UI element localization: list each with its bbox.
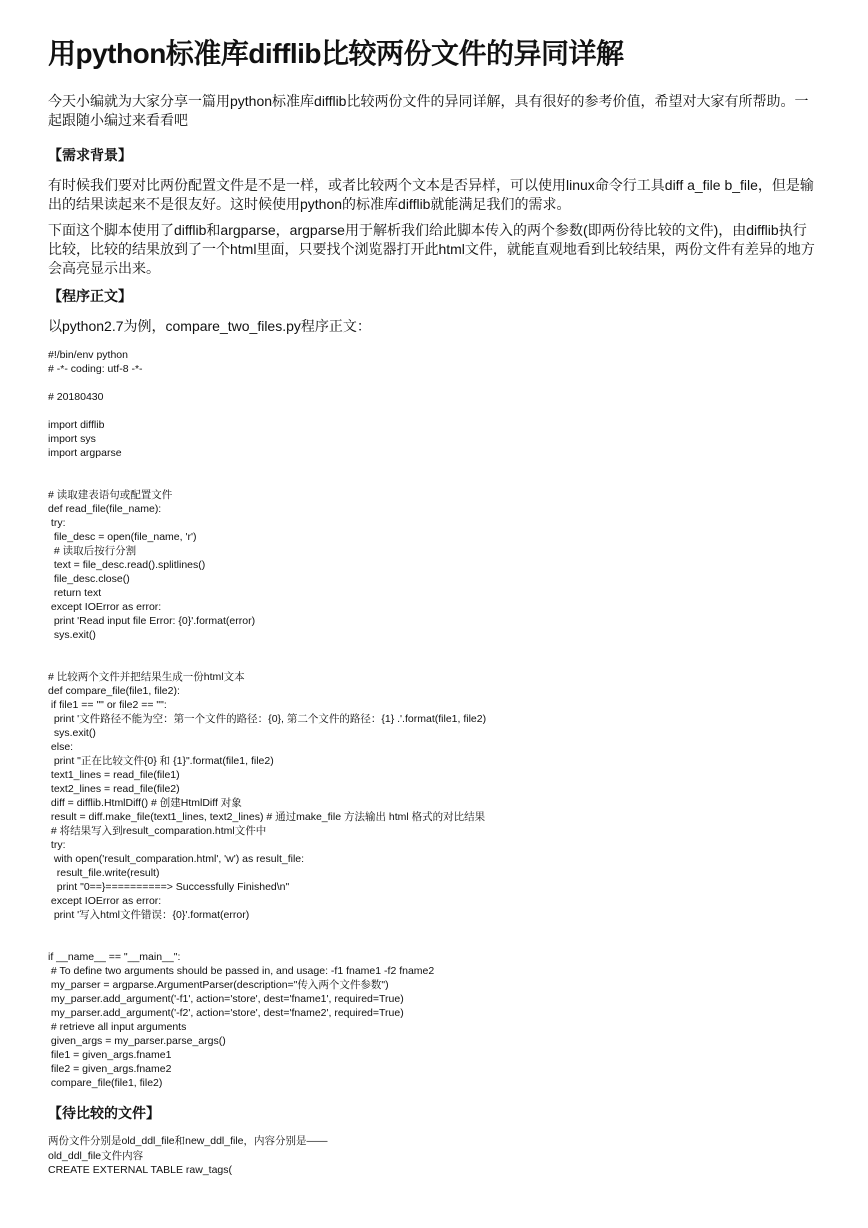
- code-line: print '文件路径不能为空：第一个文件的路径：{0}, 第二个文件的路径：{1} .'.format(file1, file2): [48, 713, 487, 725]
- code-line: except IOError as error:: [48, 895, 162, 907]
- code-line: try:: [48, 839, 66, 851]
- text-line: old_ddl_file文件内容: [48, 1149, 144, 1162]
- files-description: [48, 1134, 328, 1178]
- code-line: import difflib: [48, 419, 105, 431]
- code-line: [48, 936, 486, 950]
- code-line: # 比较两个文件并把结果生成一份html文本: [48, 671, 245, 683]
- code-line: # retrieve all input arguments: [48, 1021, 187, 1033]
- code-line: compare_file(file1, file2): [48, 1077, 163, 1089]
- text-line: 两份文件分别是old_ddl_file和new_ddl_file，内容分别是——: [48, 1135, 328, 1147]
- code-line: diff = difflib.HtmlDiff() # 创建HtmlDiff 对象: [48, 797, 242, 809]
- code-line: my_parser.add_argument('-f2', action='store', dest='fname2', required=True): [48, 1007, 404, 1019]
- text-line: CREATE EXTERNAL TABLE raw_tags(: [48, 1164, 233, 1176]
- code-line: file_desc = open(file_name, 'r'): [48, 531, 197, 543]
- code-line: #!/bin/env python: [48, 349, 128, 361]
- code-line: result = diff.make_file(text1_lines, text2_lines) # 通过make_file 方法输出 html 格式的对比结果: [48, 811, 486, 823]
- code-line: import argparse: [48, 447, 122, 459]
- code-line: [48, 642, 486, 656]
- code-line: with open('result_comparation.html', 'w') as result_file:: [48, 853, 305, 865]
- code-line: given_args = my_parser.parse_args(): [48, 1035, 226, 1047]
- code-line: if file1 == "" or file2 == "":: [48, 699, 167, 711]
- code-line: def compare_file(file1, file2):: [48, 685, 180, 697]
- code-line: [48, 656, 486, 670]
- code-line: [48, 460, 486, 474]
- code-line: print "0==}==========> Successfully Finished\n": [48, 881, 290, 893]
- code-line: print 'Read input file Error: {0}'.format(error): [48, 615, 256, 627]
- background-paragraph-1: 有时候我们要对比两份配置文件是不是一样，或者比较两个文本是否异样，可以使用linux命令行工具diff a_file b_file，但是输出的结果读起来不是很友好。这时候使用python的标准库difflib就能满足我们的需求。: [48, 177, 814, 212]
- code-line: return text: [48, 587, 102, 599]
- code-line: text1_lines = read_file(file1): [48, 769, 180, 781]
- code-line: print "正在比较文件{0} 和 {1}".format(file1, file2): [48, 755, 274, 767]
- code-line: file_desc.close(): [48, 573, 130, 585]
- code-block: [48, 348, 486, 1090]
- program-heading: 【程序正文】: [48, 288, 132, 304]
- background-heading: 【需求背景】: [48, 147, 132, 163]
- code-line: [48, 404, 486, 418]
- code-line: # 读取建表语句或配置文件: [48, 489, 173, 501]
- code-line: my_parser = argparse.ArgumentParser(description="传入两个文件参数"): [48, 979, 389, 991]
- code-line: try:: [48, 517, 66, 529]
- code-line: result_file.write(result): [48, 867, 160, 879]
- code-line: def read_file(file_name):: [48, 503, 162, 515]
- code-line: sys.exit(): [48, 727, 96, 739]
- page-title: 用python标准库difflib比较两份文件的异同详解: [48, 38, 624, 69]
- code-line: file2 = given_args.fname2: [48, 1063, 172, 1075]
- code-line: [48, 922, 486, 936]
- code-line: import sys: [48, 433, 96, 445]
- code-line: print '写入html文件错误：{0}'.format(error): [48, 909, 250, 921]
- code-line: else:: [48, 741, 74, 753]
- code-line: # 读取后按行分割: [48, 545, 137, 557]
- code-line: except IOError as error:: [48, 601, 162, 613]
- code-line: my_parser.add_argument('-f1', action='store', dest='fname1', required=True): [48, 993, 404, 1005]
- code-line: [48, 376, 486, 390]
- code-line: file1 = given_args.fname1: [48, 1049, 172, 1061]
- files-heading: 【待比较的文件】: [48, 1105, 160, 1121]
- intro-paragraph: 今天小编就为大家分享一篇用python标准库difflib比较两份文件的异同详解，具有很好的参考价值，希望对大家有所帮助。一起跟随小编过来看看吧: [48, 93, 809, 128]
- code-line: if __name__ == "__main__":: [48, 951, 181, 963]
- background-paragraph-2: 下面这个脚本使用了difflib和argparse，argparse用于解析我们给此脚本传入的两个参数(即两份待比较的文件)，由difflib执行比较，比较的结果放到了一个html里面，只要找个浏览器打开此html文件，就能直观地看到比较结果，两份文件有差异的地方会高亮显示出来。: [48, 222, 815, 276]
- code-line: # -*- coding: utf-8 -*-: [48, 363, 143, 375]
- code-line: sys.exit(): [48, 629, 96, 641]
- code-line: text2_lines = read_file(file2): [48, 783, 180, 795]
- code-line: # 将结果写入到result_comparation.html文件中: [48, 825, 267, 837]
- program-intro: 以python2.7为例，compare_two_files.py程序正文：: [48, 318, 371, 334]
- code-line: [48, 474, 486, 488]
- code-line: # To define two arguments should be passed in, and usage: -f1 fname1 -f2 fname2: [48, 965, 435, 977]
- code-line: text = file_desc.read().splitlines(): [48, 559, 206, 571]
- code-line: # 20180430: [48, 391, 104, 403]
